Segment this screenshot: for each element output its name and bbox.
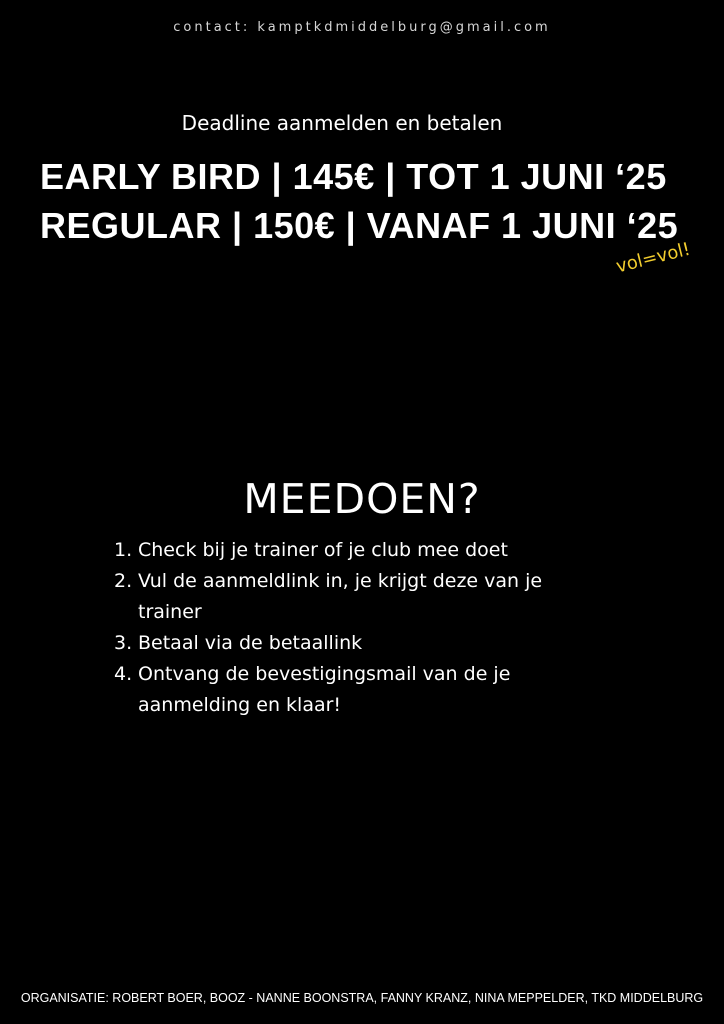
deadline-heading: Deadline aanmelden en betalen bbox=[181, 111, 503, 135]
step-text: Vul de aanmeldlink in, je krijgt deze van je trainer bbox=[138, 570, 543, 623]
meedoen-title: MEEDOEN? bbox=[243, 475, 481, 523]
vol-note: vol=vol! bbox=[614, 238, 693, 278]
step-number: 2. bbox=[114, 570, 133, 592]
step-number: 3. bbox=[114, 632, 133, 654]
steps-list bbox=[114, 535, 594, 721]
step-text: Betaal via de betaallink bbox=[138, 632, 363, 654]
step-number: 4. bbox=[114, 663, 133, 685]
step-number: 1. bbox=[114, 539, 133, 561]
step-text: Check bij je trainer of je club mee doet bbox=[138, 539, 508, 561]
step-item bbox=[114, 659, 594, 721]
organisers-footer: ORGANISATIE: ROBERT BOER, BOOZ - NANNE BOONSTRA, FANNY KRANZ, NINA MEPPELDER, TKD MIDDELBURG bbox=[20, 991, 704, 1005]
step-item bbox=[114, 566, 594, 628]
step-item bbox=[114, 535, 594, 566]
early-bird-price: EARLY BIRD | 145€ | TOT 1 JUNI ‘25 bbox=[40, 156, 667, 197]
step-text: Ontvang de bevestigingsmail van de je aanmelding en klaar! bbox=[138, 663, 511, 716]
step-item bbox=[114, 628, 594, 659]
contact-email[interactable]: contact: kamptkdmiddelburg@gmail.com bbox=[173, 20, 551, 35]
regular-price: REGULAR | 150€ | VANAF 1 JUNI ‘25 bbox=[40, 205, 679, 246]
